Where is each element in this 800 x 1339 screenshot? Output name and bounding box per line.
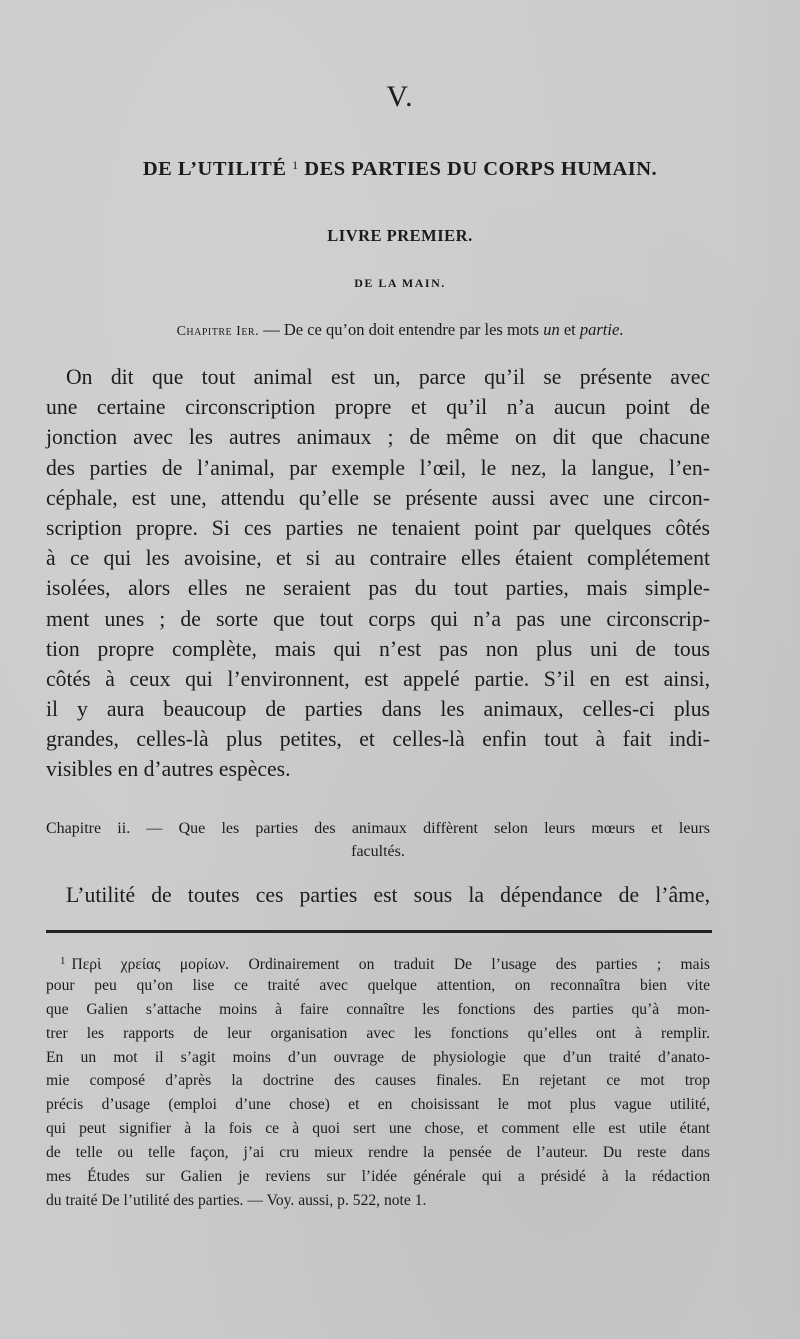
page-title <box>60 158 740 181</box>
footnote-line: pour peu qu’on lise ce traité avec quelque attention, on reconnaîtra bien vite <box>46 976 710 994</box>
chapter-2-heading <box>46 817 710 863</box>
body-line: ment unes ; de sorte que tout corps qui n’a pas une circonscrip- <box>46 606 710 631</box>
chapter-1-label: Chapitre Ier. <box>176 324 260 339</box>
body-line: grandes, celles-là plus petites, et celles-là enfin tout à fait indi- <box>46 727 710 752</box>
body-line: scription propre. Si ces parties ne tenaient point par quelques côtés <box>46 515 710 540</box>
footnote-line: En un mot il s’agit moins d’un ouvrage de physiologie que d’un traité d’anato- <box>46 1048 710 1066</box>
body-line: à ce qui les avoisine, et si au contraire elles étaient complétement <box>46 546 710 571</box>
footnote-line: précis d’usage (emploi d’une chose) et en choisissant le mot plus vague utilité, <box>46 1096 710 1114</box>
body-line: isolées, alors elles ne seraient pas du tout parties, mais simple- <box>46 576 710 601</box>
chapter-2-line-2: facultés. <box>351 843 405 860</box>
footnote <box>46 950 710 1213</box>
chapter-1-word-un: un <box>543 320 560 339</box>
body-line: il y aura beaucoup de parties dans les animaux, celles-ci plus <box>46 697 710 722</box>
body-line: visibles en d’autres espèces. <box>46 757 291 782</box>
chapter-1-text-a: — De ce qu’on doit entendre par les mots <box>259 320 544 339</box>
section-heading: DE LA MAIN. <box>354 276 446 290</box>
footnote-line: mes Études sur Galien je reviens sur l’idée générale qui a présidé à la rédaction <box>46 1168 710 1186</box>
body-line: céphale, est une, attendu qu’elle se présente aussi avec une circon- <box>46 485 710 510</box>
page-edge-shade <box>730 0 800 1339</box>
chapter-1-word-partie: partie <box>579 320 620 339</box>
footnote-line: que Galien s’attache moins à faire connaître les fonctions des parties qu’à mon- <box>46 1000 710 1018</box>
body-line: des parties de l’animal, par exemple l’œil, le nez, la langue, l’en- <box>46 455 710 480</box>
body-line: jonction avec les autres animaux ; de même on dit que chacune <box>46 425 710 450</box>
body-line: On dit que tout animal est un, parce qu’il se présente avec <box>66 365 710 389</box>
footnote-line: mie composé d’après la doctrine des causes finales. En rejetant ce mot trop <box>46 1072 710 1090</box>
footnote-line: de telle ou telle façon, j’ai cru mieux rendre la pensée de l’auteur. Du reste dans <box>46 1144 710 1162</box>
chapter-1-body <box>46 362 710 785</box>
footnote-line <box>46 950 710 974</box>
book-heading: LIVRE PREMIER. <box>327 226 473 245</box>
chapter-1-text-c: . <box>619 320 624 339</box>
chapter-1-heading <box>0 320 800 340</box>
title-rest: DES PARTIES DU CORPS HUMAIN. <box>304 158 658 180</box>
chapter-2-line-1: Chapitre ii. — Que les parties des animaux diffèrent selon leurs mœurs et leurs <box>46 820 710 837</box>
footnote-line: du traité De l’utilité des parties. — Voy. aussi, p. 522, note 1. <box>46 1191 427 1209</box>
title-footnote-mark: 1 <box>292 158 299 172</box>
chapter-2-first-line: L’utilité de toutes ces parties est sous la dépendance de l’âme, <box>66 883 710 907</box>
body-line: tion propre complète, mais qui n’est pas non plus uni de tous <box>46 636 710 661</box>
footnote-divider <box>46 930 712 933</box>
chapter-1-text-b: et <box>559 320 580 339</box>
footnote-line: trer les rapports de leur organisation avec les fonctions qu’elles ont à remplir. <box>46 1024 710 1042</box>
footnote-line: qui peut signifier à la fois ce à quoi sert une chose, et comment elle est utile étant <box>46 1120 710 1138</box>
footnote-mark: 1 <box>60 955 66 967</box>
footnote-line-0-text: Περὶ χρείας μορίων. Ordinairement on traduit De l’usage des parties ; mais <box>71 956 710 973</box>
body-line: une certaine circonscription propre et qu’il n’a aucun point de <box>46 395 710 420</box>
body-line: côtés à ceux qui l’environnent, est appelé partie. S’il en est ainsi, <box>46 666 710 691</box>
title-start: DE L’UTILITÉ <box>142 158 287 180</box>
chapter-numeral: V. <box>386 80 414 113</box>
